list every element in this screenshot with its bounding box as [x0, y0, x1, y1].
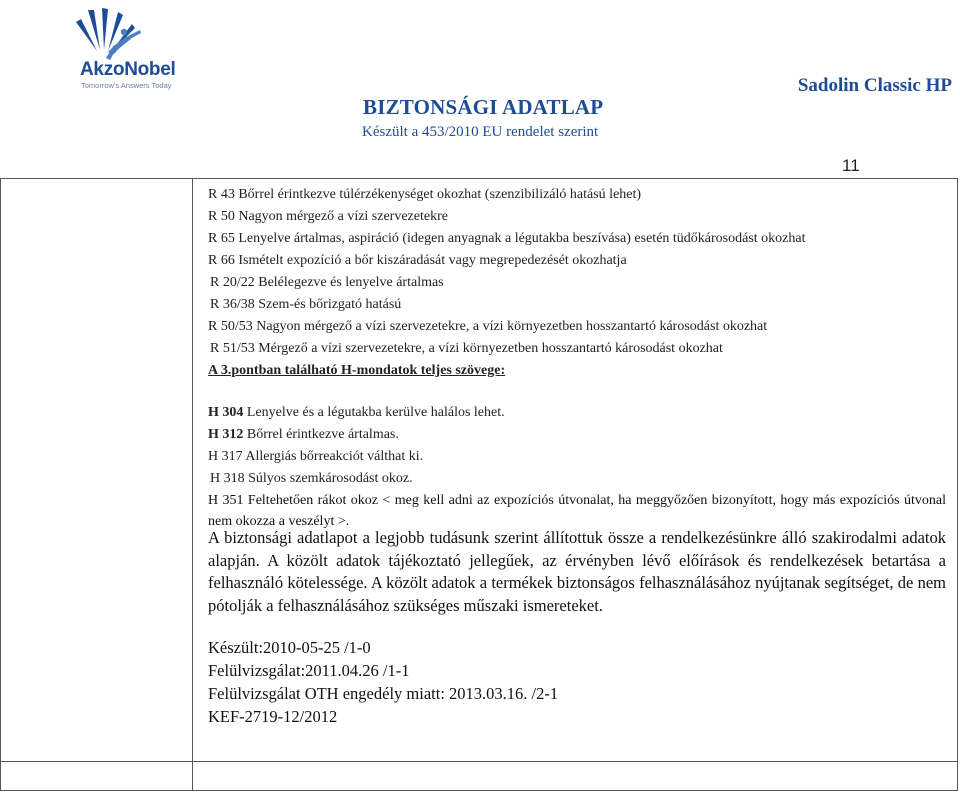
- page-number: 11: [842, 156, 860, 175]
- revision-reference: KEF-2719-12/2012: [208, 707, 338, 726]
- logo-wordmark: AkzoNobel: [80, 59, 176, 80]
- r-phrase-line: R 65 Lenyelve ártalmas, aspiráció (idegen anyagnak a légutakba beszívása) esetén tüdőkárosodást okozhat: [208, 231, 806, 246]
- r-phrase-line: R 43 Bőrrel érintkezve túlérzékenységet okozhat (szenzibilizáló hatású lehet): [208, 187, 642, 202]
- logo-figure-icon: [58, 6, 188, 66]
- revision-created: Készült:2010-05-25 /1-0: [208, 638, 371, 657]
- document-subtitle: Készült a 453/2010 EU rendelet szerint: [362, 124, 599, 140]
- table-column-divider: [192, 179, 193, 790]
- h-phrase-line: [208, 427, 399, 443]
- disclaimer-paragraph: A biztonsági adatlapot a legjobb tudásunk szerint állítottuk össze a rendelkezésünkre álló szakirodalmi adatok alapján. A közölt adatok tájékoztató jellegűek, az érvényben lévő előírások és rendelkezések betartása a felhasználó kötelessége. A közölt adatok a termékek biztonságos felhasználásához nyújtanak segítséget, de nem pótolják a felhasználásához szükséges műszaki ismereteket.: [208, 528, 946, 615]
- table-bottom-row-divider: [1, 761, 957, 762]
- revision-reviewed: Felülvizsgálat:2011.04.26 /1-1: [208, 661, 410, 680]
- h-phrase-text: H 317 Allergiás bőrreakciót válthat ki.: [208, 449, 424, 464]
- h-phrase-code: H 312: [208, 427, 244, 442]
- h351-paragraph: H 351 Feltehetően rákot okoz < meg kell adni az expozíciós útvonalat, ha meggyőzően bizonyított, hogy más expozíciós útvonal nem okozza a veszélyt >.: [208, 493, 946, 529]
- h-phrase-code: H 304: [208, 405, 244, 420]
- r-phrase-line: R 50/53 Nagyon mérgező a vízi szervezetekre, a vízi környezetben hosszantartó károsodást okozhat: [208, 319, 768, 334]
- akzonobel-logo: [58, 6, 188, 94]
- logo-tagline: Tomorrow's Answers Today: [81, 81, 172, 90]
- h-phrase-text: Bőrrel érintkezve ártalmas.: [243, 427, 399, 442]
- r-phrase-line: R 51/53 Mérgező a vízi szervezetekre, a vízi környezetben hosszantartó károsodást okozhat: [210, 341, 723, 356]
- product-name: Sadolin Classic HP: [797, 75, 952, 96]
- revision-reviewed-oth: Felülvizsgálat OTH engedély miatt: 2013.03.16. /2-1: [208, 684, 559, 703]
- r-phrase-line: R 50 Nagyon mérgező a vízi szervezetekre: [208, 209, 448, 224]
- h-phrase-text: H 318 Súlyos szemkárosodást okoz.: [210, 471, 413, 486]
- h-phrase-text: Lenyelve és a légutakba kerülve halálos lehet.: [243, 405, 505, 420]
- r-phrase-line: R 20/22 Belélegezve és lenyelve ártalmas: [210, 275, 444, 290]
- h-phrase-line: [210, 471, 413, 487]
- h-phrase-line: [208, 405, 505, 421]
- h-section-heading: A 3.pontban található H-mondatok teljes szövege:: [208, 363, 506, 378]
- r-phrase-line: R 66 Ismételt expozíció a bőr kiszáradását vagy megrepedezését okozhatja: [208, 253, 627, 268]
- r-phrase-line: R 36/38 Szem-és bőrizgató hatású: [210, 297, 402, 312]
- document-title: BIZTONSÁGI ADATLAP: [363, 95, 604, 119]
- h-phrase-line: [208, 449, 423, 465]
